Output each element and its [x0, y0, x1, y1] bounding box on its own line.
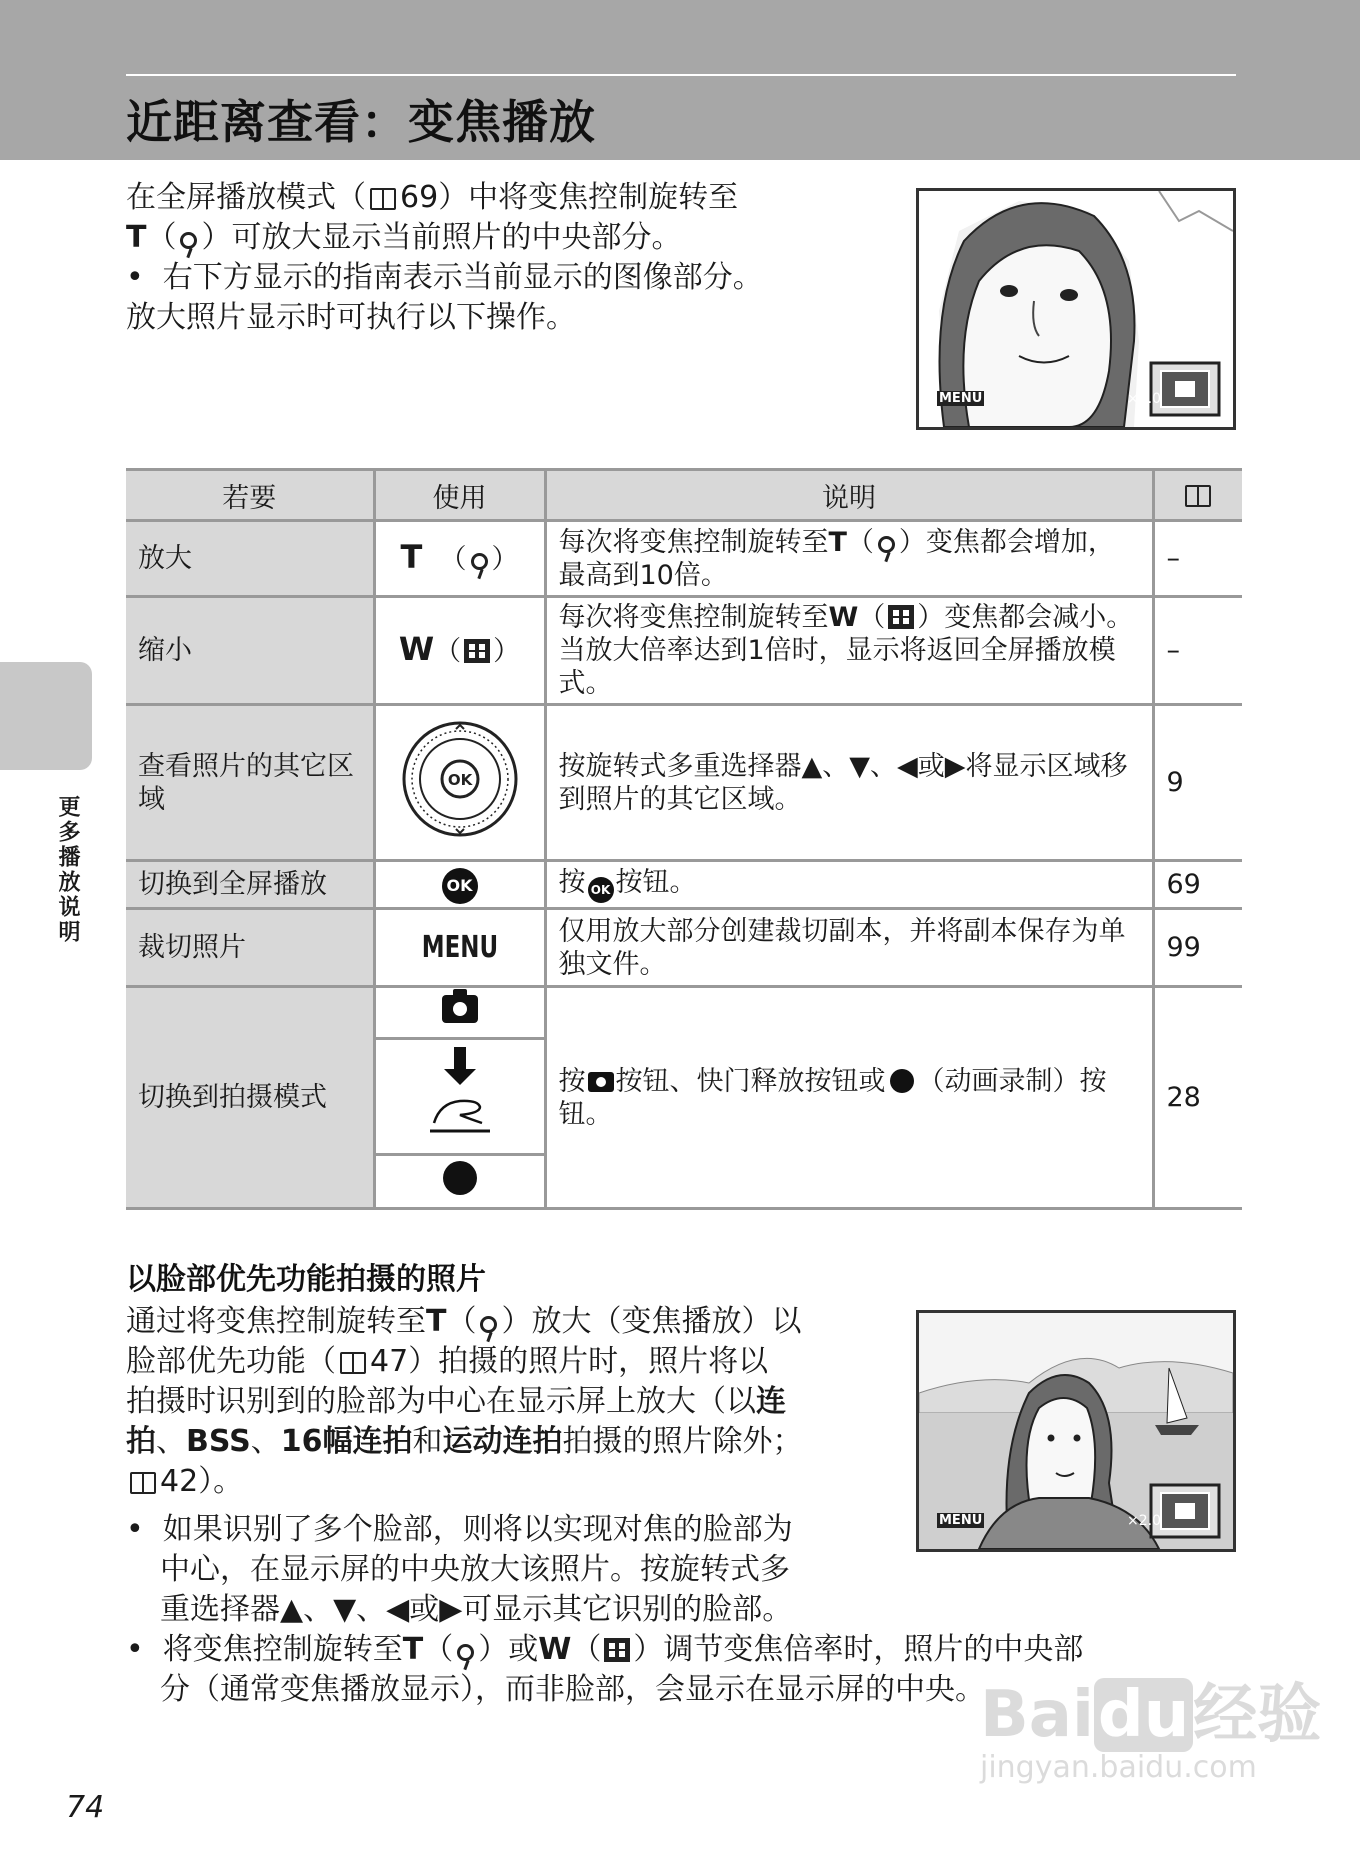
row-use: W（ ） [374, 597, 545, 705]
row-use: T （ ） [374, 521, 545, 597]
row-want: 查看照片的其它区域 [126, 705, 374, 861]
thumbnail-icon [464, 639, 490, 663]
table-row [126, 987, 1242, 1039]
camera-icon [442, 995, 478, 1023]
table-row [126, 705, 1242, 861]
baidu-watermark [980, 1680, 1321, 1785]
page-number: 74 [66, 1790, 105, 1825]
book-icon [130, 1472, 156, 1494]
book-icon [340, 1352, 366, 1374]
row-use [374, 705, 545, 861]
row-ref: 69 [1153, 861, 1242, 909]
header-ref [1153, 470, 1242, 521]
row-ref: 28 [1153, 987, 1242, 1209]
row-desc: 按 OK 按钮。 [545, 861, 1153, 909]
row-want: 缩小 [126, 597, 374, 705]
row-desc: 按旋转式多重选择器▲、▼、◀或▶将显示区域移到照片的其它区域。 [545, 705, 1153, 861]
book-icon [1185, 485, 1211, 507]
zoom-label: ×3.0 [1127, 391, 1161, 407]
row-want: 裁切照片 [126, 909, 374, 987]
watermark-brand-du: du [1094, 1678, 1193, 1752]
photo-zoom-portrait [916, 188, 1236, 430]
menu-button-label: MENU [421, 929, 498, 965]
thumbnail-icon [604, 1638, 630, 1662]
magnifier-icon [471, 553, 488, 570]
row-desc: 每次将变焦控制旋转至W（ ）变焦都会减小。当放大倍率达到1倍时，显示将返回全屏播放模式。 [545, 597, 1153, 705]
row-want: 放大 [126, 521, 374, 597]
row-desc: 仅用放大部分创建裁切副本，并将副本保存为单独文件。 [545, 909, 1153, 987]
camera-icon [588, 1072, 614, 1092]
row-desc: 按 按钮、快门释放按钮或 （动画录制）按钮。 [545, 987, 1153, 1209]
section2-paragraph: 通过将变焦控制旋转至T（ ）放大（变焦播放）以 脸部优先功能（ 47）拍摄的照片时，照片将以 拍摄时识别到的脸部为中心在显示屏上放大（以连 拍、BSS、16幅连拍和运动连拍拍摄的照片除外； 42）。 [126, 1304, 803, 1499]
watermark-url: jingyan.baidu.com [980, 1750, 1257, 1785]
table-row [126, 597, 1242, 705]
section-heading: 以脸部优先功能拍摄的照片 [126, 1262, 486, 1297]
watermark-brand-jingyan: 经验 [1193, 1678, 1322, 1752]
record-icon [443, 1161, 477, 1195]
menu-label: MENU [939, 391, 983, 406]
table-row [126, 909, 1242, 987]
row-ref: 9 [1153, 705, 1242, 861]
table-row [126, 861, 1242, 909]
magnifier-icon [180, 232, 197, 249]
operations-table [126, 468, 1242, 1210]
row-ref: – [1153, 597, 1242, 705]
magnifier-icon [457, 1644, 474, 1661]
row-ref: 99 [1153, 909, 1242, 987]
row-use [374, 861, 545, 909]
book-icon [370, 188, 396, 210]
rotary-selector-icon [400, 719, 520, 839]
header-rule [126, 74, 1236, 76]
thumbnail-icon [888, 605, 914, 629]
row-ref: – [1153, 521, 1242, 597]
row-use [374, 1039, 545, 1155]
page-title: 近距离查看：变焦播放 [126, 95, 596, 149]
row-desc: 每次将变焦控制旋转至T（ ）变焦都会增加，最高到10倍。 [545, 521, 1153, 597]
section2-bullets: • 如果识别了多个脸部，则将以实现对焦的脸部为 中心，在显示屏的中央放大该照片。按旋转式多 重选择器▲、▼、◀或▶可显示其它识别的脸部。 • 将变焦控制旋转至T（ ）或W（ ）调节变焦倍率时，照片的中央部 分（通常变焦播放显示），而非脸部，会显示在显示屏的中央。 [126, 1512, 1084, 1707]
ok-button-icon: OK [442, 868, 478, 904]
svg-text:OK: OK [447, 770, 472, 789]
side-tab [0, 662, 92, 770]
row-use [374, 987, 545, 1039]
photo-face-priority [916, 1310, 1236, 1552]
shutter-release-icon [410, 1043, 510, 1143]
row-want: 切换到全屏播放 [126, 861, 374, 909]
zoom-label: ×2.0 [1127, 1513, 1161, 1529]
magnifier-icon [878, 536, 895, 553]
table-row [126, 521, 1242, 597]
row-use [374, 909, 545, 987]
intro-text: 在全屏播放模式（ 69）中将变焦控制旋转至 T（ ）可放大显示当前照片的中央部分。 • 右下方显示的指南表示当前显示的图像部分。 放大照片显示时可执行以下操作。 [126, 180, 763, 335]
record-icon [890, 1069, 914, 1093]
row-want: 切换到拍摄模式 [126, 987, 374, 1209]
ok-button-icon: OK [588, 877, 614, 903]
header-use: 使用 [374, 470, 545, 521]
watermark-brand: Bai [980, 1678, 1094, 1752]
menu-label: MENU [939, 1513, 983, 1528]
header-want: 若要 [126, 470, 374, 521]
side-tab-label: 更多播放说明 [55, 795, 80, 945]
row-use [374, 1155, 545, 1209]
header-desc: 说明 [545, 470, 1153, 521]
magnifier-icon [480, 1316, 497, 1333]
